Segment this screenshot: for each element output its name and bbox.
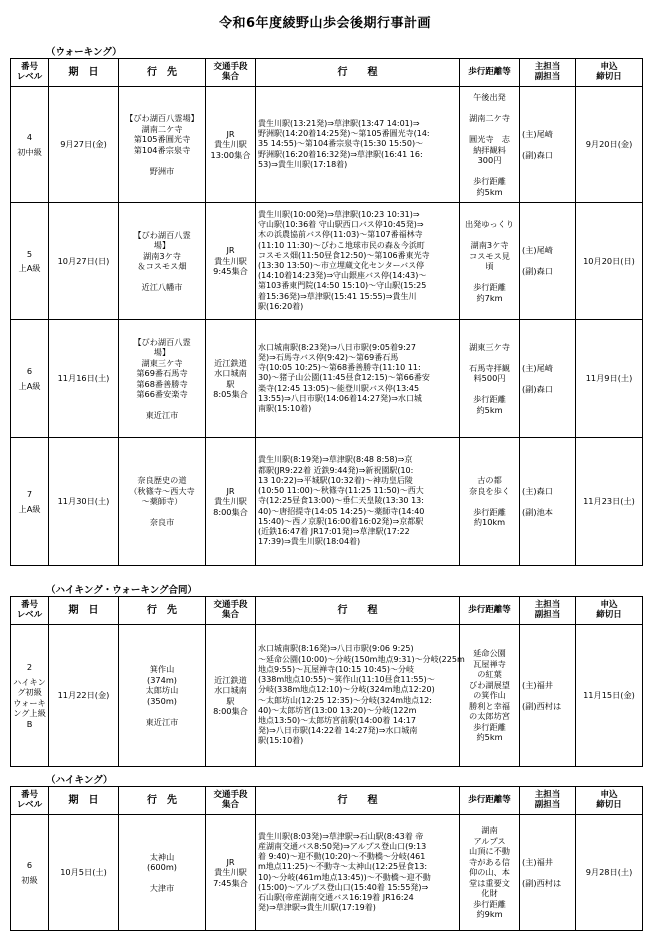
itinerary-line: 貴生川駅(8:19発)⇒草津駅(8:48 8:58)⇒京 [258, 455, 413, 465]
column-header-itinerary: 行 程 [256, 59, 460, 87]
event-transport [206, 815, 256, 931]
walk-info-line: 300円 [477, 155, 502, 165]
column-header-deadline: 申込 締切日 [576, 597, 643, 625]
staff-line: (副)森口 [522, 383, 553, 394]
walk-info-line [462, 230, 517, 241]
destination-line [121, 507, 203, 518]
walk-info-line: 約7km [476, 292, 503, 303]
event-transport [206, 625, 256, 767]
itinerary-line: 〜太郎坊山(12:25 12:35)〜分岐(324m地点12: [258, 695, 432, 705]
staff-line: (主)福井 [522, 679, 553, 690]
staff-line [522, 496, 573, 507]
walk-info-line: 頃 [485, 261, 494, 271]
destination-line [121, 873, 203, 884]
event-number: 2 [26, 662, 33, 672]
walk-info-line: 山頂に不動 [469, 846, 510, 857]
walk-info-line: アルプス [473, 835, 506, 846]
destination-line: 第68番善勝寺 [136, 378, 188, 389]
event-itinerary [256, 203, 460, 320]
walk-info-line: 約5km [476, 404, 503, 415]
walk-info-line [462, 352, 517, 363]
staff-line: (主)尾崎 [522, 128, 553, 139]
walk-info-line [462, 496, 517, 507]
destination-line: (374m) [147, 674, 177, 685]
event-row [11, 203, 643, 320]
itinerary-line: (14:10着14:23発)⇒守山銀座バス停(14:43)〜 [258, 271, 427, 281]
itinerary-line: 寺(10:05 10:25)〜第68番善勝寺(11:10 11: [258, 363, 421, 373]
itinerary-line: 〜延命公園(10:00)〜分岐(150m地点9:31)〜分岐(225m [258, 654, 465, 664]
walk-info-line: コスモス見 [469, 250, 510, 261]
event-itinerary [256, 625, 465, 767]
staff-line: (副)森口 [522, 266, 553, 277]
event-destination [119, 203, 206, 320]
destination-line: ＆コスモス畑 [137, 261, 187, 271]
destination-line: 【びわ湖百八霊 [133, 336, 191, 347]
event-number-level [11, 203, 49, 320]
itinerary-line: 貴生川駅(13:21発)⇒草津駅(13:47 14:01)⇒ [258, 118, 420, 128]
walk-info-line: 納拝観料 [473, 144, 506, 155]
walk-info-line [462, 124, 517, 135]
staff-line [522, 867, 573, 878]
destination-line [121, 155, 203, 166]
event-number: 5 [26, 248, 33, 259]
walk-info-line: 化財 [481, 888, 498, 899]
destination-line: 場】 [153, 347, 171, 357]
walk-info-line: 湖南二ケ寺 [469, 113, 510, 123]
event-deadline: 10月20日(日) [576, 203, 643, 320]
walk-info-line [462, 272, 517, 283]
column-header-itinerary: 行 程 [256, 597, 460, 625]
destination-line: 第69番石馬寺 [136, 368, 188, 378]
event-number-level [11, 815, 49, 931]
event-destination [119, 438, 206, 566]
transport-line: JR [226, 128, 235, 139]
itinerary-line: 発)⇒草津駅⇒貴生川駅(17:19着) [258, 903, 376, 913]
walk-info-line: の太郎坊宮 [469, 711, 510, 722]
destination-line: 湖南二ケ寺 [141, 123, 183, 134]
event-itinerary [256, 320, 460, 438]
column-header-transport: 交通手段 集合 [206, 787, 256, 815]
walk-info-line: 午後出発 [473, 92, 506, 102]
itinerary-line: 発)⇒石馬寺バス停(9:42)〜第69番石馬 [258, 352, 399, 362]
section-label: （ハイキング・ウォーキング合同） [46, 585, 198, 596]
event-itinerary [256, 438, 460, 566]
destination-line: 太郎坊山 [145, 685, 179, 695]
event-deadline: 11月15日(金) [576, 625, 643, 767]
staff-line: (副)池本 [522, 506, 553, 517]
event-deadline: 9月20日(金) [576, 87, 643, 203]
itinerary-line: 第103番東門院(14:50 15:10)〜守山駅(15:25 [258, 281, 427, 291]
staff-line [522, 690, 573, 701]
event-number-level [11, 87, 49, 203]
itinerary-line: 貴生川駅(10:00発)⇒草津駅(10:23 10:31)⇒ [258, 209, 420, 219]
itinerary-line: (13:30 13:50)〜市立埋蔵文化センターバス停 [258, 261, 425, 270]
transport-line: JR [226, 245, 235, 256]
event-itinerary [256, 815, 460, 931]
walk-info-line [462, 166, 517, 177]
staff-line [522, 256, 573, 267]
event-number-level [11, 320, 49, 438]
destination-line: 〜薬師寺） [141, 496, 183, 507]
walk-info-line: 出発ゆっくり [464, 219, 515, 229]
event-destination [119, 815, 206, 931]
event-number-level [11, 438, 49, 566]
walk-info-line: 約10km [473, 517, 506, 528]
column-header-staff: 主担当 副担当 [520, 787, 576, 815]
destination-line: 奈良市 [149, 517, 175, 528]
itinerary-line: 寺(12:25昼食13:00)〜垂仁天皇陵(13:30 13: [258, 496, 424, 506]
column-header-staff: 主担当 副担当 [520, 597, 576, 625]
destination-line: 野洲市 [149, 165, 175, 176]
transport-line: 貴生川駅 [214, 255, 247, 266]
itinerary-line: 産湖南交通バス8:50発)⇒アルプス登山口(9:13 [258, 841, 427, 851]
column-header-no-level: 番号 レベル [11, 597, 49, 625]
event-row [11, 815, 643, 931]
destination-line: 【びわ湖百八霊 [133, 229, 191, 240]
destination-line: (600m) [147, 862, 177, 872]
destination-line: 太神山 [149, 851, 175, 862]
itinerary-line: 地点13:50)〜太郎坊宮前駅(14:00着 14:17 [258, 715, 416, 725]
walk-info-line: 料500円 [473, 373, 506, 384]
walk-info-line: 歩行距離 [473, 176, 506, 186]
event-date: 10月5日(土) [49, 815, 119, 931]
event-date: 10月27日(日) [49, 203, 119, 320]
event-level: 上A級 [18, 380, 41, 391]
itinerary-line: 楽寺(12:45 13:05)〜能登川駅バス停(13:45 [258, 383, 420, 393]
column-header-date: 期 日 [49, 59, 119, 87]
schedule-table [10, 786, 643, 931]
walk-info-line: 圓光寺 志 [469, 134, 510, 144]
itinerary-line: 分岐(338m地点12:10)〜分岐(324m地点12:20) [258, 685, 435, 695]
transport-line: 貴生川駅 [214, 139, 247, 150]
event-number: 7 [26, 489, 33, 499]
destination-line: 大津市 [149, 883, 175, 893]
destination-line: 東近江市 [145, 716, 179, 727]
section-label: （ウォーキング） [46, 47, 122, 58]
event-walk-info [460, 438, 520, 566]
event-level: ハイキング初級 ウォーキング上級B [13, 676, 46, 729]
destination-line: 湖東三ケ寺 [141, 357, 183, 368]
destination-line: 第66番安楽寺 [136, 389, 188, 399]
walk-info-line [462, 103, 517, 114]
destination-line [121, 272, 203, 283]
walk-info-line: 約9km [476, 909, 503, 920]
staff-line: (副)西村は [522, 877, 562, 888]
walk-info-line: 約5km [476, 732, 503, 743]
walk-info-line: 瓦屋禅寺 [473, 658, 506, 669]
event-transport [206, 87, 256, 203]
transport-line: 貴生川駅 [214, 496, 247, 507]
transport-line: 水口城南 [214, 685, 247, 695]
itinerary-line: 駅(15:10着) [258, 736, 304, 746]
itinerary-line: (11:10 11:30)〜びわこ地球市民の森＆今浜町 [258, 240, 425, 250]
schedule-table [10, 58, 643, 566]
event-deadline: 9月28日(土) [576, 815, 643, 931]
event-date: 11月22日(金) [49, 625, 119, 767]
page-title: 令和6年度綾野山歩会後期行事計画 [218, 16, 432, 31]
itinerary-line: 守山駅(10:36着 守山駅西口バス停10:45発)⇒ [258, 220, 424, 230]
transport-line: JR [226, 856, 235, 867]
staff-line: (副)西村は [522, 700, 562, 711]
itinerary-line: 10)〜分岐(461m地点13:45))〜不動橋〜迎不動 [258, 872, 431, 882]
transport-line: 近江鉄道 [214, 357, 247, 368]
walk-info-line: 湖東三ケ寺 [469, 341, 510, 352]
walk-info-line: 仰の山、本 [469, 867, 510, 878]
event-staff [520, 203, 576, 320]
itinerary-line: 発)⇒八日市駅(14:22着 14:27発)⇒水口城南 [258, 726, 418, 736]
walk-info-line: 古の都 [477, 475, 502, 486]
staff-line [522, 139, 573, 150]
column-header-walk: 歩行距離等 [460, 597, 520, 625]
destination-line: 場】 [153, 240, 171, 250]
itinerary-line: 駅(16:20着) [258, 301, 304, 311]
column-header-transport: 交通手段 集合 [206, 59, 256, 87]
itinerary-line: 40)〜太郎坊宮(13:00 13:20)〜分岐(122m [258, 705, 417, 715]
itinerary-line: 地点9:55)〜瓦屋禅寺(10:15 10:45)〜分岐 [258, 664, 414, 674]
header-row [11, 59, 643, 87]
destination-line: 東近江市 [145, 410, 179, 420]
itinerary-line: 着 9:40)〜迎不動(10:20)〜不動橋〜分岐(461 [258, 852, 426, 862]
itinerary-line: 着15:36発)⇒草津駅(15:41 15:55)⇒貴生川 [258, 291, 417, 301]
transport-line: 近江鉄道 [214, 674, 247, 685]
transport-line: 8:00集合 [213, 506, 248, 517]
walk-info-line: 堂は重要文 [469, 877, 510, 888]
itinerary-line: (338m地点10:55)〜箕作山(11:10昼食11:55)〜 [258, 675, 435, 685]
event-destination [119, 625, 206, 767]
section-label: （ハイキング） [46, 775, 113, 786]
itinerary-line: 13:55)⇒八日市駅(14:06着14:27発)⇒水口城 [258, 393, 422, 403]
column-header-destination: 行 先 [119, 59, 206, 87]
itinerary-line: 野洲駅(16:20着16:32発)⇒草津駅(16:41 16: [258, 149, 423, 159]
destination-line: 【びわ湖百八霊場】 [125, 113, 199, 123]
destination-line: 湖南3ケ寺 [143, 250, 181, 261]
transport-line: 9:45集合 [213, 266, 248, 277]
column-header-deadline: 申込 締切日 [576, 59, 643, 87]
transport-line: 水口城南 [214, 368, 247, 378]
itinerary-line: 貴生川駅(8:03発)⇒草津駅⇒石山駅(8:43着 帝 [258, 831, 424, 841]
destination-line: (350m) [147, 695, 177, 706]
transport-line: 8:00集合 [213, 706, 248, 716]
event-number: 6 [26, 366, 33, 376]
walk-info-line: 奈良を歩く [469, 485, 510, 496]
walk-info-line: 歩行距離 [473, 506, 506, 517]
itinerary-line: 水口城南駅(8:16発)⇒八日市駅(9:06 9:25) [258, 644, 414, 654]
event-level: 上A級 [18, 503, 41, 514]
event-level: 初級 [21, 874, 38, 885]
walk-info-line: 寺がある信 [469, 856, 510, 867]
event-walk-info [460, 625, 520, 767]
transport-line: 貴生川駅 [214, 867, 247, 878]
event-row [11, 438, 643, 566]
event-date: 11月30日(土) [49, 438, 119, 566]
staff-line: (副)森口 [522, 149, 553, 160]
column-header-transport: 交通手段 集合 [206, 597, 256, 625]
transport-line: 駅 [226, 695, 235, 706]
transport-line: 8:05集合 [213, 389, 248, 399]
event-walk-info [460, 815, 520, 931]
event-destination [119, 87, 206, 203]
event-level: 上A級 [18, 263, 41, 273]
destination-line: （秋篠寺〜西大寺 [129, 485, 195, 496]
itinerary-line: 35 14:55)〜第104番宗泉寺(15:30 15:50)〜 [258, 139, 424, 149]
column-header-destination: 行 先 [119, 597, 206, 625]
event-staff [520, 625, 576, 767]
schedule-table [10, 596, 643, 767]
destination-line: 第105番圓光寺 [133, 134, 191, 144]
itinerary-line: (10:50 11:00)〜秋篠寺(11:25 11:50)〜西大 [258, 486, 424, 496]
destination-line [121, 706, 203, 717]
column-header-date: 期 日 [49, 787, 119, 815]
transport-line: 駅 [226, 378, 235, 389]
itinerary-line: (15:00)〜アルプス登山口(15:40着 15:55発)⇒ [258, 882, 429, 892]
column-header-deadline: 申込 締切日 [576, 787, 643, 815]
event-walk-info [460, 320, 520, 438]
walk-info-line: 歩行距離 [473, 721, 506, 732]
staff-line: (主)尾崎 [522, 362, 553, 373]
event-date: 9月27日(金) [49, 87, 119, 203]
itinerary-line: 都駅(JR9:22着 近鉄9:44発)⇒新祝園駅(10: [258, 465, 414, 475]
event-deadline: 11月9日(土) [576, 320, 643, 438]
event-itinerary [256, 87, 460, 203]
walk-info-line: 歩行距離 [473, 282, 506, 292]
destination-line: 第104番宗泉寺 [133, 144, 191, 155]
column-header-walk: 歩行距離等 [460, 59, 520, 87]
column-header-no-level: 番号 レベル [11, 787, 49, 815]
transport-line: JR [226, 485, 235, 496]
walk-info-line: の箕作山 [473, 690, 506, 701]
event-transport [206, 203, 256, 320]
event-row [11, 87, 643, 203]
column-header-date: 期 日 [49, 597, 119, 625]
walk-info-line: 勝利と幸福 [469, 700, 510, 711]
itinerary-line: 30)〜猪子山公園(11:45昼食12:15)〜第66番安 [258, 373, 430, 383]
walk-info-line: びわ湖展望 [469, 679, 510, 690]
itinerary-line: 水口城南駅(8:23発)⇒八日市駅(9:05着9:27 [258, 342, 416, 352]
itinerary-line: 17:39)⇒貴生川駅(18:04着) [258, 537, 361, 547]
event-staff [520, 87, 576, 203]
walk-info-line: 湖南3ケ寺 [470, 240, 509, 250]
transport-line: 7:45集合 [213, 877, 248, 888]
column-header-no-level: 番号 レベル [11, 59, 49, 87]
walk-info-line: 石馬寺拝観 [469, 362, 510, 373]
staff-line: (主)森口 [522, 485, 553, 496]
column-header-walk: 歩行距離等 [460, 787, 520, 815]
destination-line [121, 400, 203, 411]
walk-info-line: 歩行距離 [473, 898, 506, 909]
column-header-itinerary: 行 程 [256, 787, 460, 815]
itinerary-line: 石山駅(帝産湖南交通バス16:19着 JR16:24 [258, 892, 414, 902]
event-staff [520, 438, 576, 566]
itinerary-line: 15:40)〜西ノ京駅(16:00着16:02発)⇒京都駅 [258, 516, 424, 526]
staff-line: (主)福井 [522, 856, 553, 867]
itinerary-line: (近鉄16:47着 JR17:01発)⇒草津駅(17:22 [258, 527, 410, 537]
event-destination [119, 320, 206, 438]
walk-info-line: 湖南 [481, 825, 498, 836]
column-header-destination: 行 先 [119, 787, 206, 815]
event-walk-info [460, 203, 520, 320]
staff-line [522, 373, 573, 384]
destination-line: 奈良歴史の道 [137, 475, 187, 486]
itinerary-line: コスモス畑(11:50昼食12:50)〜第106番東光寺 [258, 250, 430, 260]
event-deadline: 11月23日(土) [576, 438, 643, 566]
event-number: 4 [26, 132, 33, 142]
event-transport [206, 320, 256, 438]
transport-line: 13:00集合 [210, 149, 251, 160]
event-date: 11月16日(土) [49, 320, 119, 438]
event-row [11, 625, 643, 767]
event-level: 初中級 [17, 146, 42, 157]
staff-line: (主)尾崎 [522, 245, 553, 256]
itinerary-line: 40)〜唐招提寺(14:05 14:25)〜薬師寺(14:40 [258, 506, 425, 516]
event-number-level [11, 625, 49, 767]
itinerary-line: 野洲駅(14:20着14:25発)〜第105番圓光寺(14: [258, 129, 430, 139]
event-transport [206, 438, 256, 566]
event-row [11, 320, 643, 438]
itinerary-line: 53)⇒貴生川駅(17:18着) [258, 159, 348, 169]
walk-info-line: 約5km [476, 186, 503, 197]
itinerary-line: 南駅(15:10着) [258, 404, 312, 414]
walk-info-line: の紅葉 [477, 669, 502, 680]
walk-info-line: 延命公園 [473, 648, 506, 659]
destination-line: 近江八幡市 [141, 282, 183, 292]
header-row [11, 787, 643, 815]
itinerary-line: 13 10:22)⇒平城駅(10:32着)〜神功皇后陵 [258, 475, 413, 485]
event-walk-info [460, 87, 520, 203]
header-row [11, 597, 643, 625]
itinerary-line: 木の浜農協前バス停(11:03)〜第107番福林寺 [258, 230, 423, 240]
walk-info-line: 歩行距離 [473, 394, 506, 405]
itinerary-line: m地点11:25)〜不動寺〜太神山(12:25昼食13: [258, 862, 428, 872]
destination-line: 箕作山 [149, 664, 175, 674]
event-number: 6 [26, 860, 33, 870]
event-staff [520, 815, 576, 931]
event-staff [520, 320, 576, 438]
walk-info-line [462, 384, 517, 395]
column-header-staff: 主担当 副担当 [520, 59, 576, 87]
